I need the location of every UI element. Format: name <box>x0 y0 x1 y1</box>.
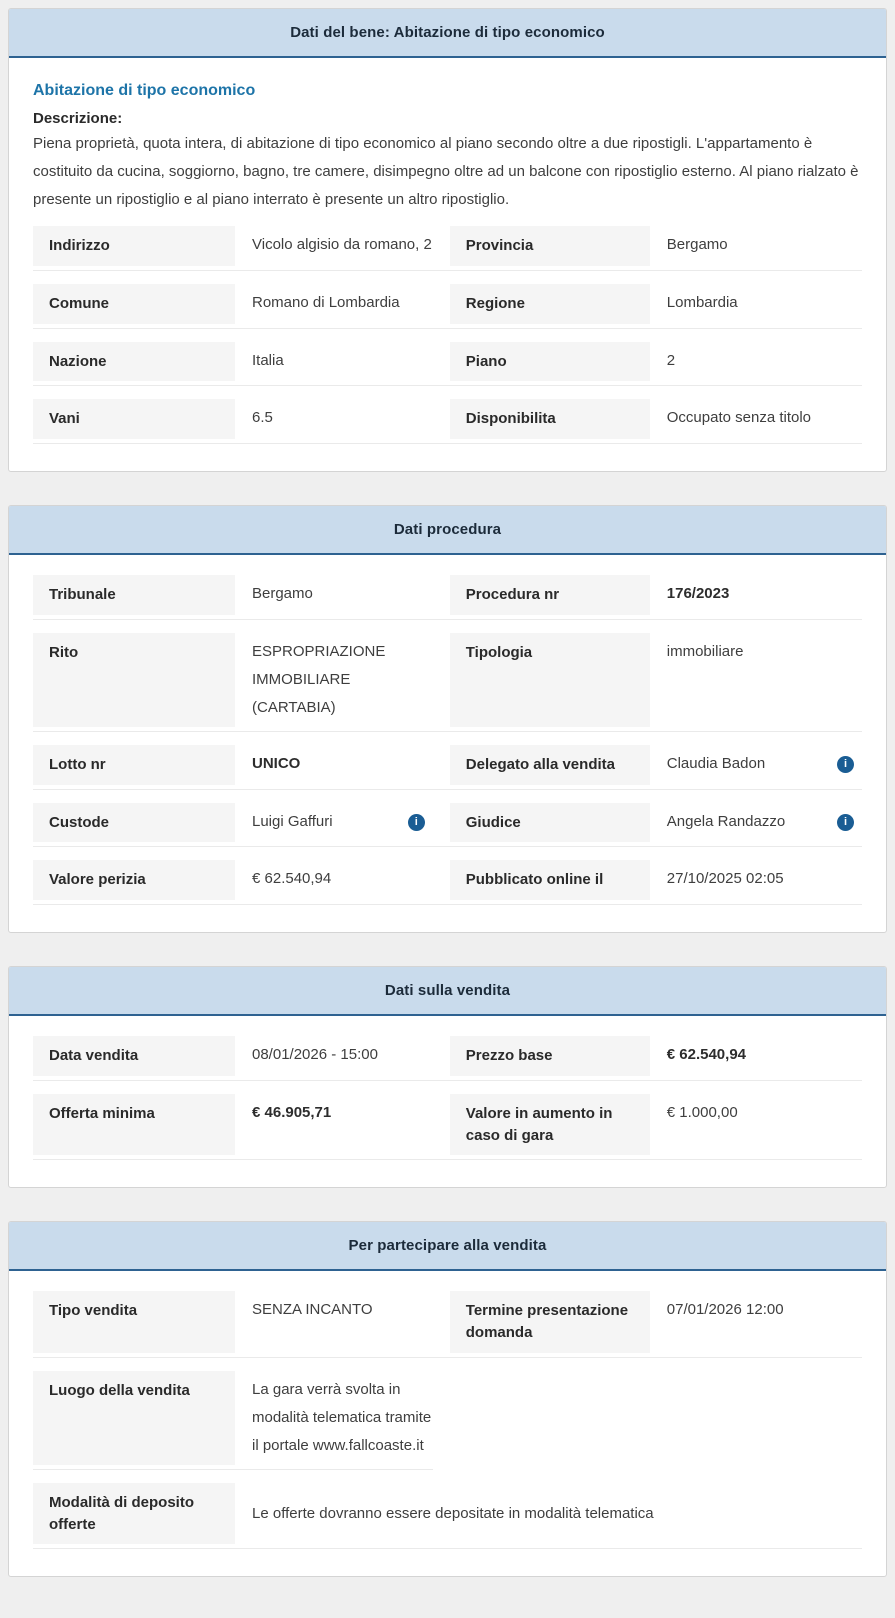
table-row <box>33 399 862 444</box>
field-label-piano: Piano <box>450 342 650 382</box>
field-value-disponibilita: Occupato senza titolo <box>666 409 812 427</box>
field-label-nazione: Nazione <box>33 342 235 382</box>
card-body <box>9 1271 886 1576</box>
field-label-tipologia: Tipologia <box>450 633 650 727</box>
field-value-termine-domanda: 07/01/2026 12:00 <box>666 1301 784 1319</box>
field-label-prezzo-base: Prezzo base <box>450 1036 650 1076</box>
table-row <box>33 284 862 329</box>
table-row <box>33 860 862 905</box>
table-row <box>33 1036 862 1081</box>
field-value-offerta-minima: € 46.905,71 <box>252 1103 332 1121</box>
info-icon[interactable]: i <box>408 814 425 831</box>
field-label-luogo-vendita: Luogo della vendita <box>33 1371 235 1465</box>
field-value-custode <box>252 803 433 843</box>
field-value-indirizzo: Vicolo algisio da romano, 2 <box>252 236 432 253</box>
table-row <box>33 745 862 790</box>
field-label-tribunale: Tribunale <box>33 575 235 615</box>
field-label-termine-domanda: Termine presentazione domanda <box>450 1291 650 1353</box>
card-header: Dati del bene: Abitazione di tipo economico <box>9 9 886 58</box>
card-dati-bene <box>8 8 887 472</box>
info-icon[interactable]: i <box>837 756 854 773</box>
card-header: Per partecipare alla vendita <box>9 1222 886 1271</box>
field-label-comune: Comune <box>33 284 235 324</box>
field-label-disponibilita: Disponibilita <box>450 399 650 439</box>
field-value-tipo-vendita: SENZA INCANTO <box>252 1301 373 1319</box>
field-value-comune: Romano di Lombardia <box>252 293 400 311</box>
table-row <box>33 633 862 732</box>
field-value-data-vendita: 08/01/2026 - 15:00 <box>252 1046 378 1063</box>
field-value-lotto-nr: UNICO <box>252 754 301 772</box>
field-value-tribunale: Bergamo <box>252 585 313 602</box>
card-body <box>9 1016 886 1187</box>
card-header: Dati sulla vendita <box>9 967 886 1016</box>
field-label-valore-aumento: Valore in aumento in caso di gara <box>450 1094 650 1156</box>
table-row <box>33 1291 862 1358</box>
field-value-prezzo-base: € 62.540,94 <box>666 1046 747 1063</box>
field-label-indirizzo: Indirizzo <box>33 226 235 266</box>
field-label-vani: Vani <box>33 399 235 439</box>
field-value-provincia: Bergamo <box>666 236 728 253</box>
field-label-data-vendita: Data vendita <box>33 1036 235 1076</box>
field-value-valore-aumento: € 1.000,00 <box>666 1103 738 1121</box>
field-value-valore-perizia: € 62.540,94 <box>252 870 332 888</box>
field-value-delegato <box>667 745 862 785</box>
field-value-piano: 2 <box>666 351 676 369</box>
field-label-regione: Regione <box>450 284 650 324</box>
custode-name: Luigi Gaffuri <box>252 812 333 830</box>
giudice-name: Angela Randazzo <box>666 812 786 830</box>
field-value-tipologia: immobiliare <box>666 642 744 660</box>
field-value-giudice <box>667 803 862 843</box>
field-value-procedura-nr: 176/2023 <box>666 585 730 602</box>
field-value-pubblicato: 27/10/2025 02:05 <box>666 870 784 888</box>
field-value-regione: Lombardia <box>666 293 738 311</box>
field-label-custode: Custode <box>33 803 235 843</box>
card-body <box>9 58 886 471</box>
description-label: Descrizione: <box>33 110 123 127</box>
field-value-nazione: Italia <box>252 351 284 369</box>
field-value-rito: ESPROPRIAZIONE IMMOBILIARE (CARTABIA) <box>252 642 386 716</box>
field-value-modalita-deposito: Le offerte dovranno essere depositate in modalità telematica <box>252 1504 654 1522</box>
field-label-delegato: Delegato alla vendita <box>450 745 650 785</box>
table-row <box>33 1094 862 1161</box>
table-row <box>33 226 862 271</box>
card-header: Dati procedura <box>9 506 886 555</box>
card-body <box>9 555 886 932</box>
field-value-luogo-vendita: La gara verrà svolta in modalità telematica tramite il portale www.fallcoaste.it <box>252 1380 432 1454</box>
table-row <box>33 575 862 620</box>
field-label-valore-perizia: Valore perizia <box>33 860 235 900</box>
field-label-tipo-vendita: Tipo vendita <box>33 1291 235 1353</box>
table-row <box>33 803 862 848</box>
field-label-pubblicato: Pubblicato online il <box>450 860 650 900</box>
table-row <box>33 1371 862 1470</box>
field-label-modalita-deposito: Modalità di deposito offerte <box>33 1483 235 1545</box>
description-text: Piena proprietà, quota intera, di abitazione di tipo economico al piano secondo oltre a due ripostigli. L'appartamento è costituito da cucina, soggiorno, bagno, tre camere, disimpegno oltre ad un balcone con ripostiglio esterno. Al piano rialzato è presente un ripostiglio e al piano interrato è presente un altro ripostiglio. <box>33 135 859 208</box>
field-label-rito: Rito <box>33 633 235 727</box>
field-label-provincia: Provincia <box>450 226 650 266</box>
card-partecipare-vendita <box>8 1221 887 1577</box>
delegato-name: Claudia Badon <box>666 754 766 772</box>
table-row <box>33 342 862 387</box>
property-type-link[interactable]: Abitazione di tipo economico <box>33 82 256 99</box>
field-label-procedura-nr: Procedura nr <box>450 575 650 615</box>
field-label-lotto-nr: Lotto nr <box>33 745 235 785</box>
card-dati-procedura <box>8 505 887 933</box>
table-row <box>33 1483 862 1550</box>
field-label-giudice: Giudice <box>450 803 650 843</box>
field-value-vani: 6.5 <box>252 409 273 427</box>
card-dati-vendita <box>8 966 887 1188</box>
field-label-offerta-minima: Offerta minima <box>33 1094 235 1156</box>
info-icon[interactable]: i <box>837 814 854 831</box>
